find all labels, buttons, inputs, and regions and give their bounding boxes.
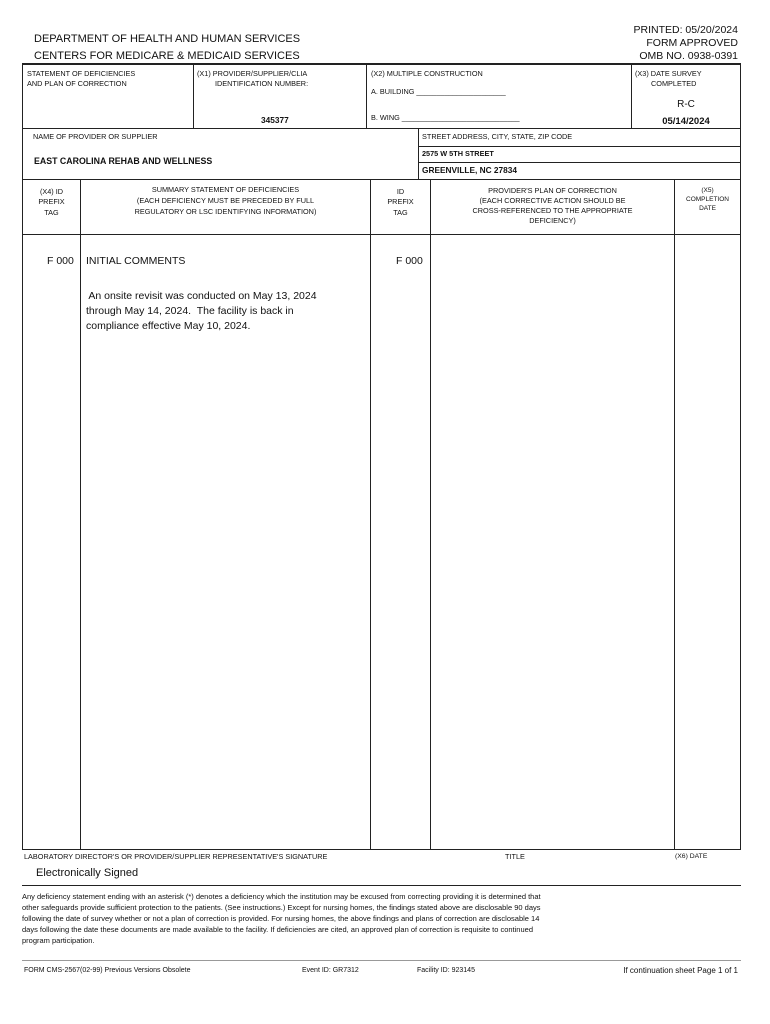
x1-divider — [193, 63, 194, 129]
id-header-3: TAG — [393, 208, 408, 217]
col-id-divider — [430, 179, 431, 849]
body-bottom — [22, 849, 741, 850]
x1-label-2: IDENTIFICATION NUMBER: — [215, 79, 309, 88]
tag-left: F 000 — [47, 255, 74, 267]
address-underline-1 — [418, 146, 740, 147]
summary-header-3: REGULATORY OR LSC IDENTIFYING INFORMATION) — [134, 207, 317, 216]
x1-label-1: (X1) PROVIDER/SUPPLIER/CLIA — [197, 69, 308, 78]
footer-divider — [22, 960, 741, 961]
disclaimer-line-1: Any deficiency statement ending with an asterisk (*) denotes a deficiency which the institution may be excused from correcting providing it is determined that — [22, 892, 541, 901]
left-border — [22, 63, 23, 849]
address-divider — [418, 128, 419, 180]
form-number: FORM CMS-2567(02-99) Previous Versions Obsolete — [24, 967, 191, 974]
x2-label: (X2) MULTIPLE CONSTRUCTION — [371, 69, 483, 78]
top-border — [22, 63, 741, 65]
disclaimer-line-5: program participation. — [22, 936, 95, 945]
building-label: A. BUILDING ______________________ — [371, 87, 506, 96]
department-line-1: DEPARTMENT OF HEALTH AND HUMAN SERVICES — [34, 33, 301, 45]
disclaimer-line-2: other safeguards provide sufficient protection to the patients. (See instructions.) Except for nursing homes, the findings stated above are disclosable 90 days — [22, 903, 541, 912]
comment-line-3: compliance effective May 10, 2024. — [86, 320, 251, 332]
col-summary-divider — [370, 179, 371, 849]
x5-header-1: (X5) — [701, 187, 714, 194]
plan-header-2: (EACH CORRECTIVE ACTION SHOULD BE — [479, 196, 626, 205]
department-line-2: CENTERS FOR MEDICARE & MEDICAID SERVICES — [34, 50, 300, 62]
row-divider-2 — [22, 179, 741, 180]
statement-label-2: AND PLAN OF CORRECTION — [27, 79, 127, 88]
row-divider-1 — [22, 128, 741, 129]
right-border — [740, 63, 741, 849]
column-header-bottom — [22, 234, 741, 235]
printed-date: PRINTED: 05/20/2024 — [633, 24, 738, 36]
initial-comments-heading: INITIAL COMMENTS — [86, 255, 186, 267]
plan-header-1: PROVIDER'S PLAN OF CORRECTION — [488, 186, 617, 195]
tag-right: F 000 — [396, 255, 423, 267]
form-approved: FORM APPROVED — [646, 37, 738, 49]
comment-line-1: An onsite revisit was conducted on May 13, 2024 — [86, 290, 317, 302]
x3-label-1: (X3) DATE SURVEY — [635, 69, 702, 78]
x4-header-3: TAG — [44, 208, 59, 217]
statement-label-1: STATEMENT OF DEFICIENCIES — [27, 69, 136, 78]
x5-header-2: COMPLETION — [686, 196, 729, 203]
x5-header-3: DATE — [699, 205, 716, 212]
provider-name: EAST CAROLINA REHAB AND WELLNESS — [34, 156, 213, 166]
wing-label: B. WING _____________________________ — [371, 113, 520, 122]
address-underline-2 — [418, 162, 740, 163]
plan-header-3: CROSS-REFERENCED TO THE APPROPRIATE — [472, 206, 633, 215]
omb-number: OMB NO. 0938-0391 — [639, 50, 738, 62]
signature-label: LABORATORY DIRECTOR'S OR PROVIDER/SUPPLIER REPRESENTATIVE'S SIGNATURE — [24, 852, 328, 861]
provider-id-number: 345377 — [261, 115, 289, 125]
continuation-page: If continuation sheet Page 1 of 1 — [623, 966, 738, 975]
signature-bottom — [22, 885, 741, 886]
disclaimer-line-4: days following the date these documents are made available to the facility. If deficiencies are cited, an approved plan of correction is requisite to continued — [22, 925, 533, 934]
event-id: Event ID: GR7312 — [302, 967, 359, 974]
survey-completed-date: 05/14/2024 — [662, 116, 710, 127]
disclaimer-line-3: following the date of survey whether or not a plan of correction is provided. For nursing homes, the above findings and plans of correction are disclosable 14 — [22, 914, 540, 923]
facility-id: Facility ID: 923145 — [417, 967, 475, 974]
x4-header-2: PREFIX — [38, 197, 65, 206]
summary-header-1: SUMMARY STATEMENT OF DEFICIENCIES — [151, 185, 300, 194]
id-header-2: PREFIX — [387, 197, 414, 206]
title-label: TITLE — [505, 852, 525, 861]
x3-label-2: COMPLETED — [651, 79, 697, 88]
summary-header-2: (EACH DEFICIENCY MUST BE PRECEDED BY FULL — [136, 196, 315, 205]
address-label: STREET ADDRESS, CITY, STATE, ZIP CODE — [422, 132, 573, 141]
x2-divider — [366, 63, 367, 129]
col-plan-divider — [674, 179, 675, 849]
provider-name-label: NAME OF PROVIDER OR SUPPLIER — [33, 132, 158, 141]
survey-code: R-C — [677, 99, 695, 110]
id-header-1: ID — [396, 187, 405, 196]
col-x4-divider — [80, 179, 81, 849]
date-label: (X6) DATE — [675, 853, 708, 860]
electronic-signature: Electronically Signed — [36, 867, 139, 879]
street-address: 2575 W 5TH STREET — [422, 149, 494, 158]
city-state-zip: GREENVILLE, NC 27834 — [422, 165, 517, 175]
x4-header-1: (X4) ID — [39, 187, 64, 196]
comment-line-2: through May 14, 2024. The facility is back in — [86, 305, 294, 317]
plan-header-4: DEFICIENCY) — [529, 216, 576, 225]
